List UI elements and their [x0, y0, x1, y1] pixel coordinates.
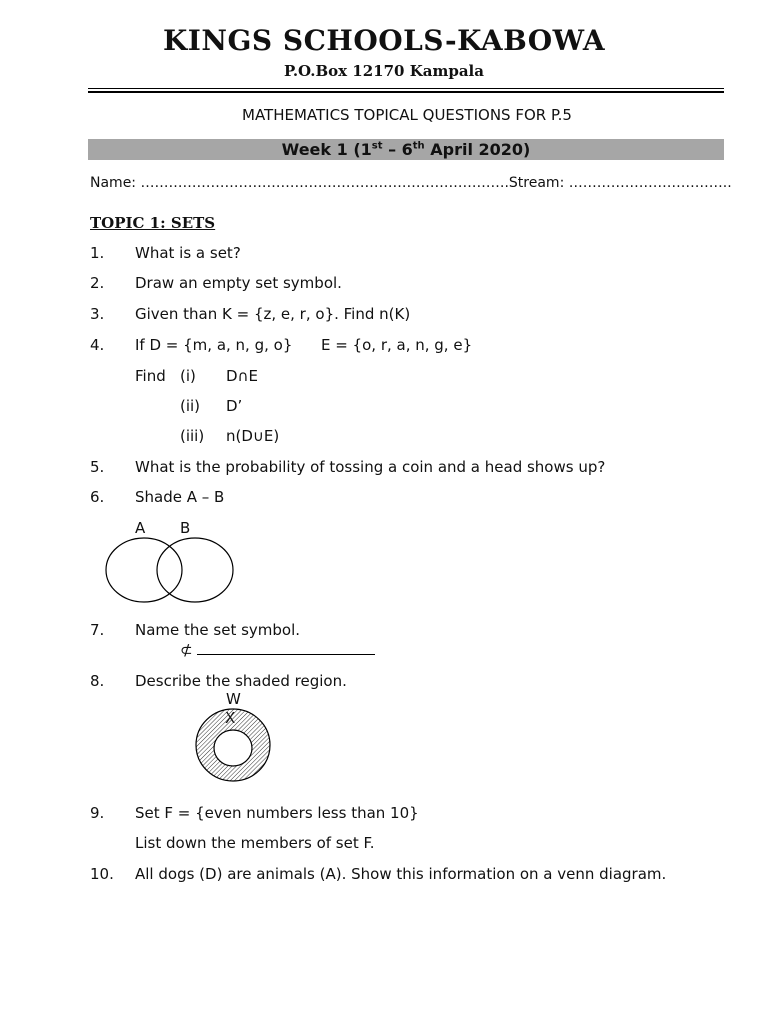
question-text: What is a set? — [135, 244, 241, 262]
not-subset-symbol: ⊄ — [180, 641, 193, 659]
venn-label-b: B — [180, 519, 191, 537]
inner-set-x — [214, 730, 252, 766]
venn-diagram-a-b — [100, 535, 240, 607]
week-sup-1: st — [371, 140, 383, 152]
name-stream-line: Name: …………………………………………………………………….Stream: …………………………….. — [90, 175, 732, 191]
header-rule-thin — [88, 88, 724, 89]
question-number: 7. — [90, 621, 105, 639]
diagram-label-w: W — [226, 690, 241, 708]
question-number: 9. — [90, 804, 105, 822]
week-suffix: April 2020) — [424, 140, 531, 159]
q4-part-text: n(D∪E) — [226, 427, 280, 445]
week-sup-2: th — [412, 140, 425, 152]
q4-find-label: Find — [135, 367, 166, 385]
school-name: KINGS SCHOOLS-KABOWA — [162, 24, 606, 57]
question-number: 4. — [90, 336, 105, 354]
question-text: Shade A – B — [135, 488, 225, 506]
question-number: 8. — [90, 672, 105, 690]
header-rule-thick — [88, 91, 724, 93]
question-text: All dogs (D) are animals (A). Show this information on a venn diagram. — [135, 865, 667, 883]
question-text: What is the probability of tossing a coin and a head shows up? — [135, 458, 606, 476]
q4-part-text: D’ — [226, 397, 243, 415]
venn-circle-b — [157, 538, 233, 602]
document-subtitle: MATHEMATICS TOPICAL QUESTIONS FOR P.5 — [242, 106, 572, 124]
question-text: Given than K = {z, e, r, o}. Find n(K) — [135, 305, 411, 323]
week-banner — [88, 139, 724, 160]
answer-blank — [197, 642, 375, 655]
q4-part-label: (iii) — [180, 427, 205, 445]
venn-circle-a — [106, 538, 182, 602]
question-number: 10. — [90, 865, 114, 883]
q4-part-text: D∩E — [226, 367, 259, 385]
question-text: Draw an empty set symbol. — [135, 274, 342, 292]
question-text: Set F = {even numbers less than 10} — [135, 804, 419, 822]
question-number: 3. — [90, 305, 105, 323]
school-address: P.O.Box 12170 Kampala — [284, 62, 484, 80]
q7-symbol-line — [180, 641, 375, 659]
week-prefix: Week 1 (1 — [281, 140, 372, 159]
question-text: Describe the shaded region. — [135, 672, 347, 690]
q4-part-label: (i) — [180, 367, 196, 385]
question-number: 2. — [90, 274, 105, 292]
topic-heading: TOPIC 1: SETS — [90, 214, 216, 232]
q9-followup: List down the members of set F. — [135, 834, 375, 852]
question-number: 1. — [90, 244, 105, 262]
q4-part-label: (ii) — [180, 397, 201, 415]
question-text: Name the set symbol. — [135, 621, 301, 639]
week-mid: – 6 — [382, 140, 413, 159]
venn-label-a: A — [135, 519, 146, 537]
question-text: If D = {m, a, n, g, o} E = {o, r, a, n, g, e} — [135, 336, 473, 354]
question-number: 5. — [90, 458, 105, 476]
shaded-ring-diagram — [192, 704, 276, 784]
question-number: 6. — [90, 488, 105, 506]
